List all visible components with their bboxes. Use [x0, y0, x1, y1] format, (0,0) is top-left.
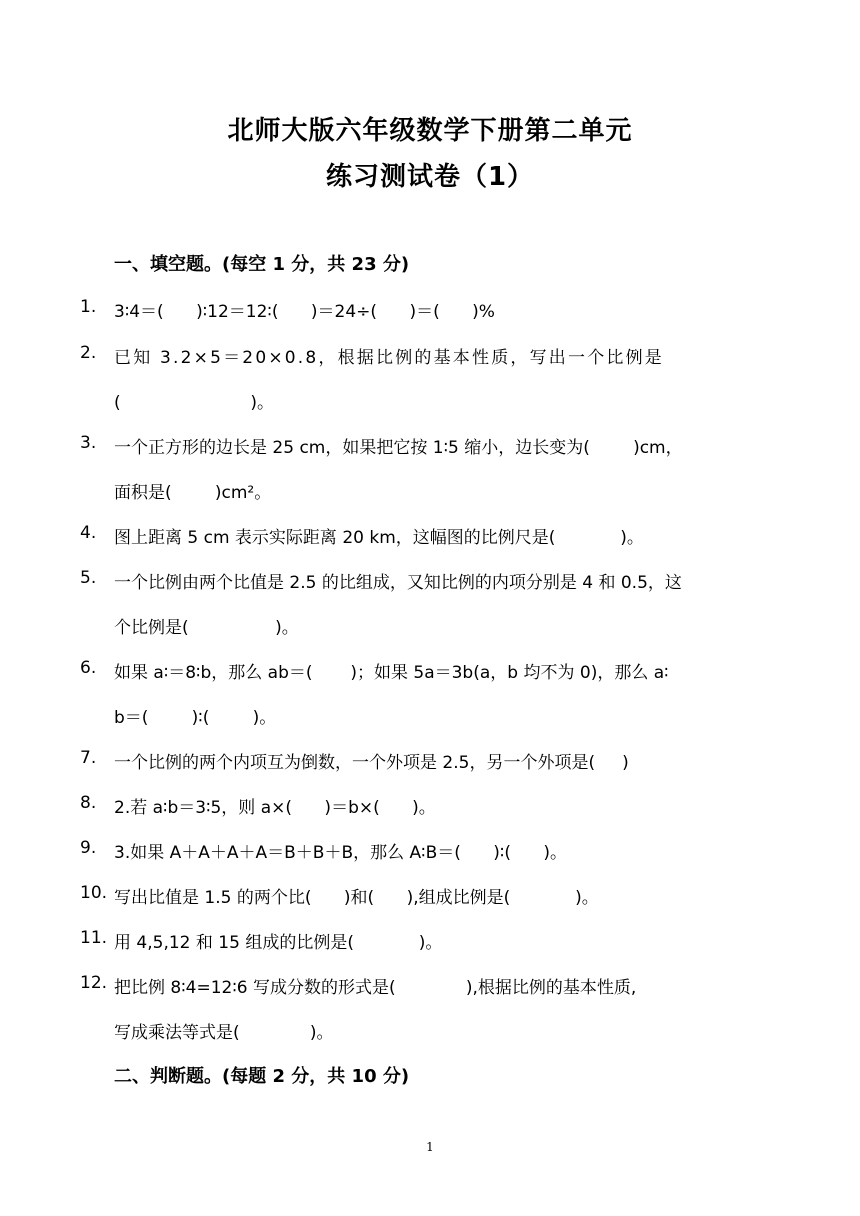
question-number: 2.	[80, 343, 97, 363]
question-number: 5.	[80, 568, 97, 588]
document-subtitle: 练习测试卷（1）	[325, 162, 535, 192]
page-number: 1	[426, 1140, 434, 1154]
question-number: 6.	[80, 658, 97, 678]
question-number: 9.	[80, 838, 97, 858]
question-text: 用 4,5,12 和 15 组成的比例是( )。	[114, 933, 443, 953]
question-text: 一个比例由两个比值是 2.5 的比组成，又知比例的内项分别是 4 和 0.5，这	[114, 573, 682, 593]
question-number: 4.	[80, 523, 97, 543]
question-text: 3∶4＝( )∶12＝12∶( )＝24÷( )＝( )%	[114, 302, 495, 322]
question-text: 写出比值是 1.5 的两个比( )和( ),组成比例是( )。	[114, 888, 599, 908]
question-text-continued: ( )。	[114, 393, 274, 413]
question-number: 12.	[80, 973, 108, 993]
question-number: 1.	[80, 297, 97, 317]
question-text: 一个比例的两个内项互为倒数，一个外项是 2.5，另一个外项是( )	[114, 753, 629, 773]
question-text: 已知 3.2×5＝20×0.8，根据比例的基本性质，写出一个比例是	[114, 348, 665, 368]
section-heading-true-false: 二、判断题。(每题 2 分，共 10 分)	[114, 1066, 410, 1087]
question-text: 把比例 8∶4=12∶6 写成分数的形式是( ),根据比例的基本性质,	[114, 978, 637, 998]
question-number: 10.	[80, 883, 108, 903]
question-number: 3.	[80, 433, 97, 453]
question-text-continued: 写成乘法等式是( )。	[114, 1023, 334, 1043]
question-number: 7.	[80, 748, 97, 768]
document-title: 北师大版六年级数学下册第二单元	[227, 116, 633, 146]
question-text: 如果 a∶＝8∶b，那么 ab＝( )；如果 5a＝3b(a，b 均不为 0)，那么 a∶	[114, 663, 669, 683]
question-number: 8.	[80, 793, 97, 813]
question-text-continued: 个比例是( )。	[114, 618, 299, 638]
section-heading-fill-in: 一、填空题。(每空 1 分，共 23 分)	[114, 254, 410, 275]
question-text-continued: 面积是( )cm²。	[114, 483, 272, 503]
question-text: 一个正方形的边长是 25 cm，如果把它按 1∶5 缩小，边长变为( )cm，	[114, 438, 683, 458]
question-text: 3.如果 A＋A＋A＋A＝B＋B＋B，那么 A∶B＝( )∶( )。	[114, 843, 568, 863]
question-text: 图上距离 5 cm 表示实际距离 20 km，这幅图的比例尺是( )。	[114, 528, 644, 548]
question-number: 11.	[80, 928, 108, 948]
question-text-continued: b＝( )∶( )。	[114, 708, 277, 728]
question-text: 2.若 a∶b＝3∶5，则 a×( )＝b×( )。	[114, 798, 436, 818]
